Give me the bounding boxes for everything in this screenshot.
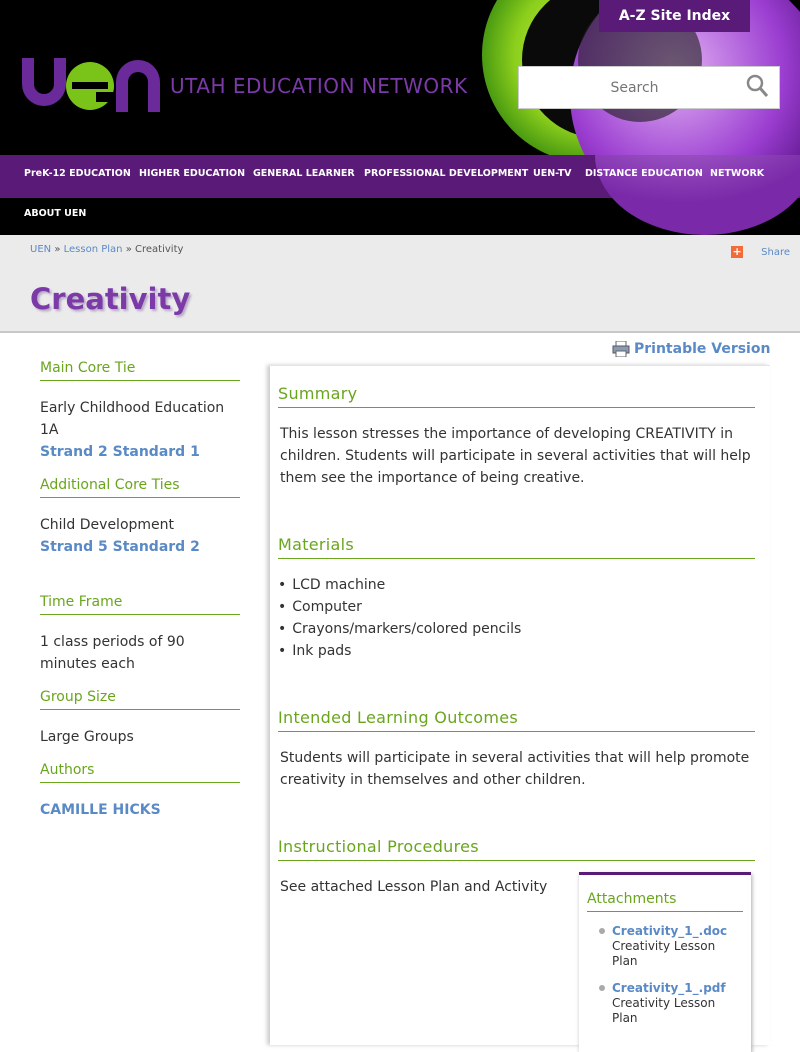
breadcrumb-current: Creativity <box>135 244 184 255</box>
nav-professional-development[interactable]: PROFESSIONAL DEVELOPMENT <box>364 168 529 179</box>
attachment-description: Creativity Lesson Plan <box>612 996 716 1025</box>
list-item: • Crayons/markers/colored pencils <box>278 618 521 640</box>
nav-general-learner[interactable]: GENERAL LEARNER <box>253 168 355 179</box>
title-band <box>0 235 800 333</box>
printer-icon <box>612 341 630 357</box>
list-item: • Ink pads <box>278 640 521 662</box>
list-item: • Computer <box>278 596 521 618</box>
procedures-text: See attached Lesson Plan and Activity <box>280 879 548 895</box>
lesson-panel <box>270 365 770 1045</box>
breadcrumb-separator: » <box>54 244 61 255</box>
additional-core-ties-link[interactable]: Strand 5 Standard 2 <box>40 539 200 555</box>
group-size-text: Large Groups <box>40 729 134 745</box>
nav-uen-tv[interactable]: UEN-TV <box>533 168 572 179</box>
author-link[interactable]: CAMILLE HICKS <box>40 802 161 818</box>
site-header <box>0 0 800 155</box>
time-frame-heading: Time Frame <box>40 594 240 615</box>
breadcrumb <box>30 244 183 255</box>
site-name: UTAH EDUCATION NETWORK <box>170 74 468 98</box>
nav-swirl <box>0 155 800 235</box>
main-nav <box>0 155 800 235</box>
summary-text: This lesson stresses the importance of developing CREATIVITY in children. Students will participate in several activities that will help them see the importance of being creative. <box>280 426 751 486</box>
share-plus-icon: + <box>732 245 742 258</box>
share-button[interactable] <box>731 246 790 258</box>
outcomes-text: Students will participate in several activities that will help promote creativity in themselves and other children. <box>280 750 750 788</box>
nav-network[interactable]: NETWORK <box>710 168 765 179</box>
printable-version-label: Printable Version <box>634 341 771 357</box>
procedures-heading: Instructional Procedures <box>278 837 755 861</box>
uen-logo[interactable] <box>18 50 163 120</box>
attachment-link[interactable]: Creativity_1_.doc <box>612 924 728 938</box>
breadcrumb-home[interactable]: UEN <box>30 244 52 255</box>
search-input[interactable] <box>527 75 742 101</box>
search-icon[interactable] <box>745 72 771 100</box>
page-title: Creativity <box>30 282 191 316</box>
main-core-tie-heading: Main Core Tie <box>40 360 240 381</box>
nav-distance-education[interactable]: DISTANCE EDUCATION <box>585 168 703 179</box>
attachments-box <box>579 872 751 1052</box>
attachments-heading: Attachments <box>587 891 743 912</box>
group-size-heading: Group Size <box>40 689 240 710</box>
materials-heading: Materials <box>278 535 755 559</box>
breadcrumb-separator: » <box>125 244 132 255</box>
time-frame-text: 1 class periods of 90 minutes each <box>40 634 185 672</box>
materials-list <box>278 574 521 662</box>
attachment-item <box>612 924 737 969</box>
nav-higher-education[interactable]: HIGHER EDUCATION <box>139 168 246 179</box>
list-item: • LCD machine <box>278 574 521 596</box>
printable-version-link[interactable] <box>612 341 770 357</box>
summary-heading: Summary <box>278 384 755 408</box>
sidebar <box>40 360 240 821</box>
attachment-link[interactable]: Creativity_1_.pdf <box>612 981 726 995</box>
az-site-index-link[interactable]: A-Z Site Index <box>599 0 750 32</box>
main-core-tie-link[interactable]: Strand 2 Standard 1 <box>40 444 200 460</box>
search-box <box>518 66 780 109</box>
main-core-tie-text: Early Childhood Education 1A <box>40 400 225 438</box>
authors-heading: Authors <box>40 762 240 783</box>
nav-about-uen[interactable]: ABOUT UEN <box>24 208 87 219</box>
share-label: Share <box>761 246 790 258</box>
breadcrumb-lesson-plan[interactable]: Lesson Plan <box>63 244 123 255</box>
attachment-description: Creativity Lesson Plan <box>612 939 716 968</box>
additional-core-ties-text: Child Development <box>40 517 175 533</box>
nav-prek12[interactable]: PreK-12 EDUCATION <box>24 168 131 179</box>
outcomes-heading: Intended Learning Outcomes <box>278 708 755 732</box>
attachment-item <box>612 981 737 1026</box>
additional-core-ties-heading: Additional Core Ties <box>40 477 240 498</box>
